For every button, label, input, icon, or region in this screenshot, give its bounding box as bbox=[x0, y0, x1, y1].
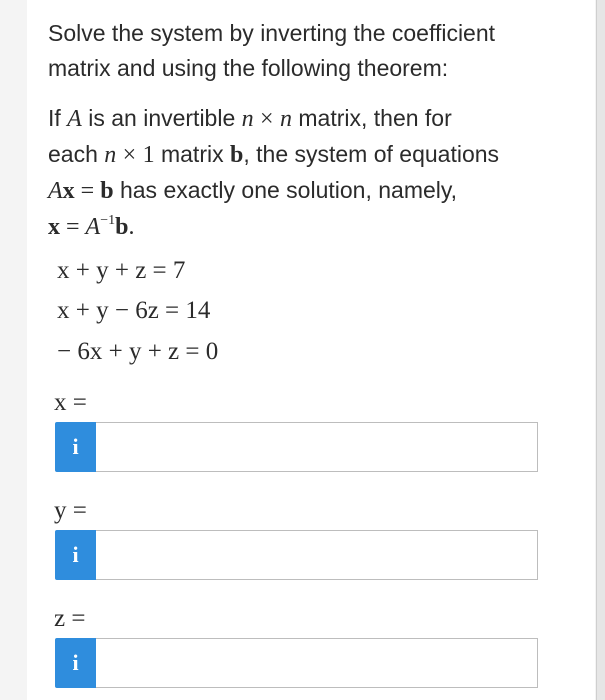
theorem-text bbox=[48, 101, 548, 245]
y-label: y = bbox=[54, 497, 87, 524]
info-icon[interactable]: i bbox=[55, 638, 96, 688]
math-symbol: n bbox=[241, 106, 254, 132]
info-icon[interactable]: i bbox=[55, 530, 96, 580]
math-expression bbox=[48, 178, 114, 204]
math-symbol: × bbox=[122, 142, 137, 168]
intro-line-1: Solve the system by inverting the coefficient bbox=[48, 20, 496, 46]
math-symbol: A bbox=[67, 106, 82, 132]
theorem-word: has exactly one solution, namely, bbox=[119, 177, 458, 203]
z-answer-input[interactable] bbox=[96, 638, 538, 688]
math-symbol: × bbox=[260, 106, 274, 132]
math-symbol: A bbox=[85, 214, 101, 240]
theorem-word: matrix bbox=[160, 141, 224, 167]
theorem-word: is an invertible bbox=[88, 105, 236, 131]
x-label: x = bbox=[54, 389, 87, 416]
math-symbol: b bbox=[115, 214, 129, 240]
math-symbol: = bbox=[80, 178, 95, 204]
theorem-word: each bbox=[48, 141, 98, 167]
x-answer-input[interactable] bbox=[96, 422, 538, 472]
theorem-word: , the system of equations bbox=[243, 141, 500, 167]
intro-line-2: matrix and using the following theorem: bbox=[48, 55, 449, 81]
math-symbol: x bbox=[48, 214, 60, 240]
math-symbol: b bbox=[230, 142, 244, 168]
equation-2: x + y − 6z = 14 bbox=[57, 297, 211, 324]
math-expression bbox=[48, 214, 128, 240]
intro-text bbox=[48, 16, 548, 86]
question-card bbox=[27, 0, 595, 700]
theorem-word: If bbox=[48, 105, 61, 131]
x-answer-group bbox=[55, 422, 538, 472]
math-symbol: . bbox=[128, 214, 135, 240]
y-answer-group bbox=[55, 530, 538, 580]
math-symbol: = bbox=[66, 214, 80, 240]
equation-3: − 6x + y + z = 0 bbox=[57, 338, 219, 365]
math-symbol: n bbox=[279, 106, 292, 132]
equation-1: x + y + z = 7 bbox=[57, 257, 186, 284]
math-symbol: A bbox=[48, 178, 63, 204]
y-answer-input[interactable] bbox=[96, 530, 538, 580]
math-symbol: x bbox=[62, 178, 75, 204]
z-answer-group bbox=[55, 638, 538, 688]
math-symbol: 1 bbox=[142, 142, 155, 168]
math-symbol: n bbox=[104, 142, 117, 168]
page-divider bbox=[596, 0, 605, 700]
z-label: z = bbox=[54, 605, 86, 632]
math-symbol: −1 bbox=[100, 213, 116, 228]
math-symbol: b bbox=[100, 178, 114, 204]
theorem-word: matrix, then for bbox=[298, 105, 452, 131]
info-icon[interactable]: i bbox=[55, 422, 96, 472]
